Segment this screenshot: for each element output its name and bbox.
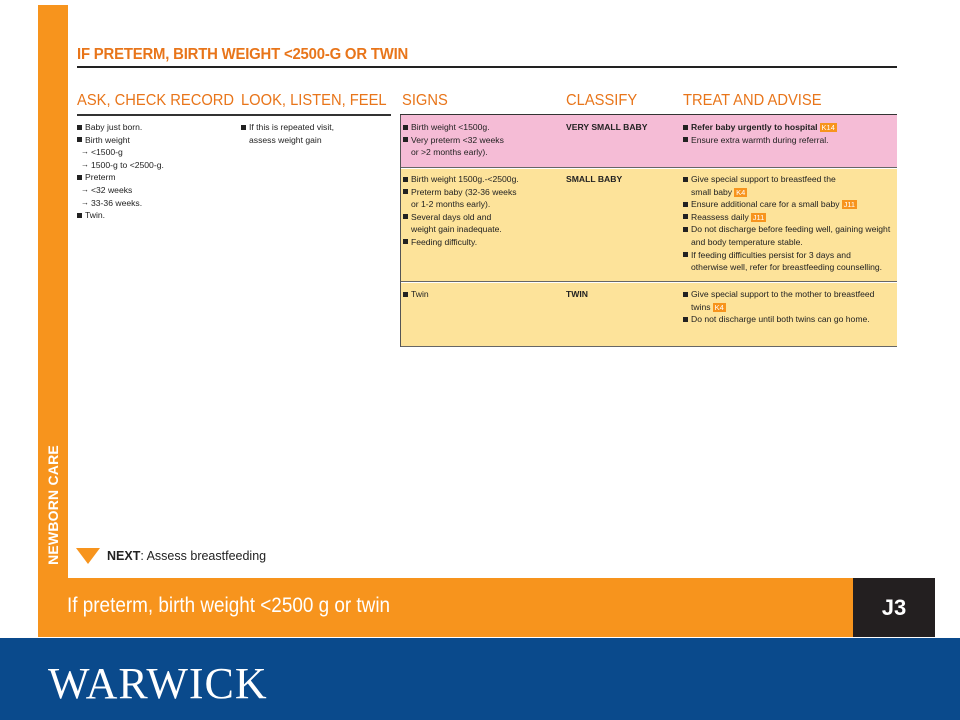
column-header-signs: SIGNS <box>402 92 448 109</box>
list-item-continued: otherwise well, refer for breastfeeding counselling. <box>691 262 883 273</box>
next-step-link[interactable] <box>107 549 266 563</box>
list-item-continued: assess weight gain <box>249 134 322 145</box>
look-listen-feel-list <box>241 121 391 146</box>
list-item-continued: or 1-2 months early). <box>411 199 491 210</box>
treat-text: Reassess daily <box>691 211 749 222</box>
list-item: Feeding difficulty. <box>403 236 558 249</box>
list-item: Do not discharge until both twins can go home. <box>683 313 895 326</box>
header-rule-assess <box>77 114 391 116</box>
list-item: Birth weight 1500g.-<2500g. <box>403 173 558 186</box>
list-item: If feeding difficulties persist for 3 days and <box>683 249 895 262</box>
reference-badge[interactable]: K14 <box>821 123 835 132</box>
classification-twin: TWIN <box>566 289 588 299</box>
reference-badge[interactable]: K4 <box>714 302 724 312</box>
reference-badge[interactable]: J11 <box>843 200 856 210</box>
title-divider <box>77 66 897 68</box>
reference-badge[interactable]: J11 <box>752 212 765 222</box>
section-label <box>38 440 68 570</box>
classification-very-small-baby: VERY SMALL BABY <box>566 122 648 132</box>
footer-title: If preterm, birth weight <2500 g or twin <box>67 594 391 617</box>
list-item: Several days old and <box>403 211 558 224</box>
warwick-logo: WARWICK <box>48 659 268 708</box>
list-item-continued <box>683 301 895 314</box>
list-item-continued <box>683 186 895 199</box>
list-item-continued: or >2 months early). <box>411 147 488 158</box>
list-item-continued: weight gain inadequate. <box>411 224 502 235</box>
treat-text: twins <box>691 301 711 312</box>
next-step-text: : Assess breastfeeding <box>140 549 267 563</box>
list-item: Very preterm <32 weeks <box>403 134 558 147</box>
list-item: Give special support to breastfeed the <box>683 173 895 186</box>
next-arrow-icon <box>76 548 100 564</box>
list-item: → <32 weeks <box>77 184 227 197</box>
treat-twin <box>683 288 895 326</box>
treat-text: small baby <box>691 186 733 197</box>
list-item <box>683 121 895 134</box>
list-item: Ensure extra warmth during referral. <box>683 134 895 147</box>
next-label: NEXT <box>107 549 141 563</box>
table-left-border <box>400 115 401 347</box>
signs-twin <box>403 288 558 301</box>
list-item: Twin. <box>77 209 227 222</box>
list-item: Preterm baby (32-36 weeks <box>403 186 558 199</box>
list-item: Preterm <box>77 171 227 184</box>
list-item: If this is repeated visit, <box>241 121 391 134</box>
list-item: Baby just born. <box>77 121 227 134</box>
column-header-look: LOOK, LISTEN, FEEL <box>241 92 387 109</box>
list-item: Twin <box>403 288 558 301</box>
treat-very-small-baby <box>683 121 895 146</box>
column-header-ask: ASK, CHECK RECORD <box>77 92 235 109</box>
list-item <box>683 211 895 224</box>
list-item: Birth weight <1500g. <box>403 121 558 134</box>
list-item: Birth weight <box>77 134 227 147</box>
ask-check-record-list <box>77 121 227 222</box>
treat-small-baby <box>683 173 895 274</box>
column-header-classify: CLASSIFY <box>566 92 638 109</box>
signs-small-baby <box>403 173 558 249</box>
section-label-text: NEWBORN CARE <box>45 445 61 565</box>
treat-text: Refer baby urgently to hospital <box>691 122 818 132</box>
list-item <box>683 198 895 211</box>
list-item: → <1500-g <box>77 146 227 159</box>
signs-very-small-baby <box>403 121 558 159</box>
treat-text: Ensure additional care for a small baby <box>691 199 840 210</box>
list-item: Give special support to the mother to breastfeed <box>683 288 895 301</box>
list-item-continued: and body temperature stable. <box>691 236 803 247</box>
page-title: IF PRETERM, BIRTH WEIGHT <2500-G OR TWIN <box>77 46 409 63</box>
classification-small-baby: SMALL BABY <box>566 174 623 184</box>
reference-badge[interactable]: K4 <box>736 187 746 197</box>
list-item: → 33-36 weeks. <box>77 197 227 210</box>
list-item: → 1500-g to <2500-g. <box>77 159 227 172</box>
chart-code: J3 <box>881 594 907 620</box>
chart-code-box <box>853 578 935 637</box>
column-header-treat: TREAT AND ADVISE <box>683 92 822 109</box>
list-item: Do not discharge before feeding well, gaining weight <box>683 223 895 236</box>
